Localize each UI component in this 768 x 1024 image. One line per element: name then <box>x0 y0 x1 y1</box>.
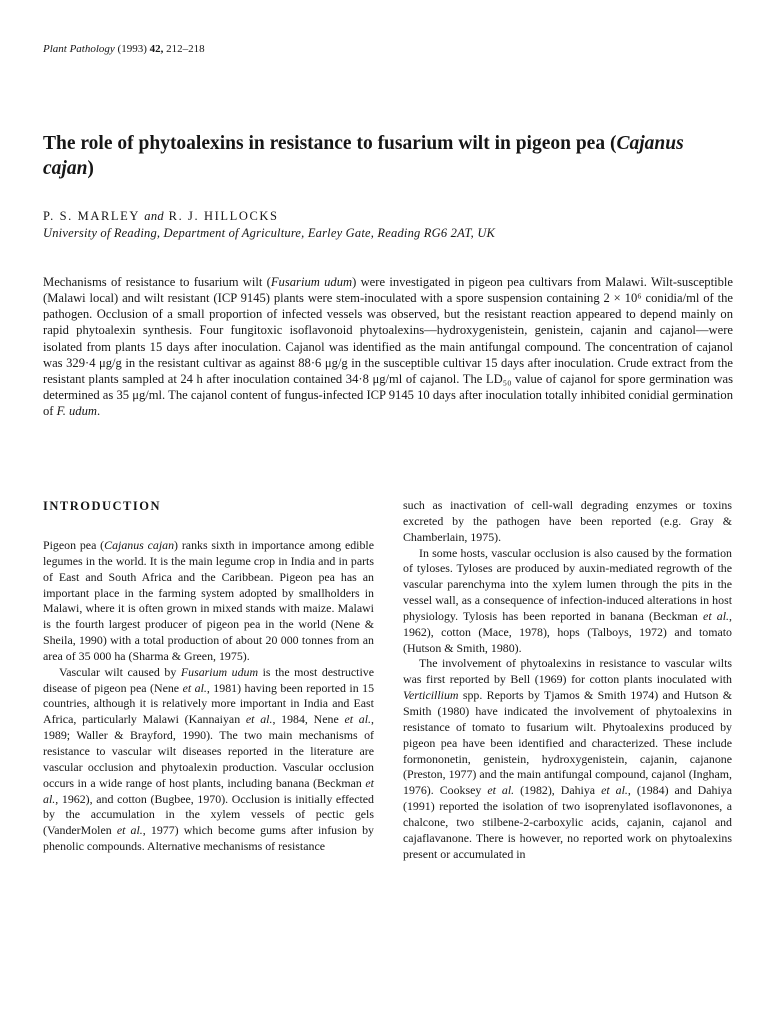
body-column-left <box>43 498 374 855</box>
intro-paragraph-3: such as inactivation of cell-wall degrading enzymes or toxins excreted by the pathogen have been reported (e.g. Gray & Chamberlain, 1975). <box>403 498 732 544</box>
intro-paragraph-5: The involvement of phytoalexins in resistance to vascular wilts was first reported by Bell (1969) for cotton plants inoculated with Verticillium spp. Reports by Tjamos & Smith 1974) and Hutson & Smith (1980) have indicated the involvement of phytoalexins in resistance of tomato to fusarium wilt. Phytoalexins produced by pigeon pea have been identified and characterized. These include formononetin, genistein, hydroxygenistein, cajanin, cajanone (Preston, 1977) and the main antifungal compound, cajanol (Ingham, 1976). Cooksey et al. (1982), Dahiya et al., (1984) and Dahiya (1991) reported the isolation of two isoprenylated isoflavonones, a chalcone, two stilbene-2-carboxylic acids, cajanin, cajanol and cajaflavanone. There is however, no reported work on phytoalexins present or accumulated in <box>403 656 733 861</box>
journal-citation <box>43 43 205 55</box>
title-species: Cajanus cajan <box>43 133 684 179</box>
intro-paragraph-1: Pigeon pea (Cajanus cajan) ranks sixth in importance among edible legumes in the world. It is the main legume crop in India and in parts of East and South Africa and the Caribbean. Pigeon pea has an important place in the farming system adopted by smallholders in Malawi, where it is often grown in mixed stands with maize. Malawi is the fourth largest producer of pigeon pea in the world (Nene & Sheila, 1990) with a total production of about 20 000 tonnes from an area of 35 000 ha (Sharma & Green, 1975). <box>43 538 374 663</box>
abstract: Mechanisms of resistance to fusarium wilt (Fusarium udum) were investigated in pigeon pea cultivars from Malawi. Wilt-susceptible (Malawi local) and wilt resistant (ICP 9145) plants were stem-inoculated with a spore suspension containing 2 × 10⁶ conidia/ml of the pathogen. Occlusion of a small proportion of infected vessels was observed, but the resistant reaction appeared to depend mainly on rapid phytoalexin synthesis. Four fungitoxic isoflavonoid phytoalexins—hydroxygenistein, genistein, cajanin and cajanol—were isolated from plants 15 days after inoculation. Cajanol was identified as the main antifungal compound. The concentration of cajanol was 329·4 μg/g in the resistant cultivar as against 88·6 μg/g in the susceptible cultivar 15 days after inoculation. Crude extract from the resistant plants sampled at 24 h after inoculation contained 34·8 μg/ml of cajanol. The LD₅₀ value of cajanol for spore germination was determined as 35 μg/ml. The cajanol content of fungus-infected ICP 9145 10 days after inoculation totally inhibited conidial germination of F. udum. <box>43 275 733 419</box>
section-heading-introduction: INTRODUCTION <box>43 499 162 513</box>
intro-paragraph-2: Vascular wilt caused by Fusarium udum is the most destructive disease of pigeon pea (Nene et al., 1981) having been reported in 15 countries, although it is relatively more important in India and East Africa, particularly Malawi (Kannaiyan et al., 1984, Nene et al., 1989; Waller & Brayford, 1990). The two main mechanisms of resistance to vascular wilt diseases reported in the literature are vascular occlusion and phytoalexin production. Vascular occlusion occurs in a wide range of host plants, including banana (Beckman et al., 1962), and cotton (Bugbee, 1970). Occlusion is initially effected by the accumulation in the xylem vessels of pectic gels (VanderMolen et al., 1977) which become gums after infusion by phenolic compounds. Alternative mechanisms of resistance <box>43 664 375 854</box>
author-1: P. S. MARLEY <box>43 209 140 223</box>
journal-pages: 212–218 <box>166 43 205 55</box>
author-line <box>43 209 279 224</box>
intro-paragraph-4: In some hosts, vascular occlusion is also caused by the formation of tyloses. Tyloses are produced by auxin-mediated regrowth of the vascular parenchyma into the xylem lumen through the pits in the vessel wall, as a consequence of infection-induced alterations in host physiology. Tylosis has been reported in banana (Beckman et al., 1962), cotton (Mace, 1978), hops (Talboys, 1972) and tomato (Hutson & Smith, 1980). <box>403 545 732 655</box>
journal-name: Plant Pathology <box>43 43 115 55</box>
author-affiliation: University of Reading, Department of Agriculture, Earley Gate, Reading RG6 2AT, UK <box>43 226 496 240</box>
body-column-right <box>403 498 732 862</box>
author-conjunction: and <box>144 209 164 223</box>
journal-volume: 42, <box>149 43 164 55</box>
author-2: R. J. HILLOCKS <box>168 209 279 223</box>
article-title: The role of phytoalexins in resistance to fusarium wilt in pigeon pea (Cajanus cajan) <box>43 133 684 179</box>
journal-year: (1993) <box>117 43 147 55</box>
